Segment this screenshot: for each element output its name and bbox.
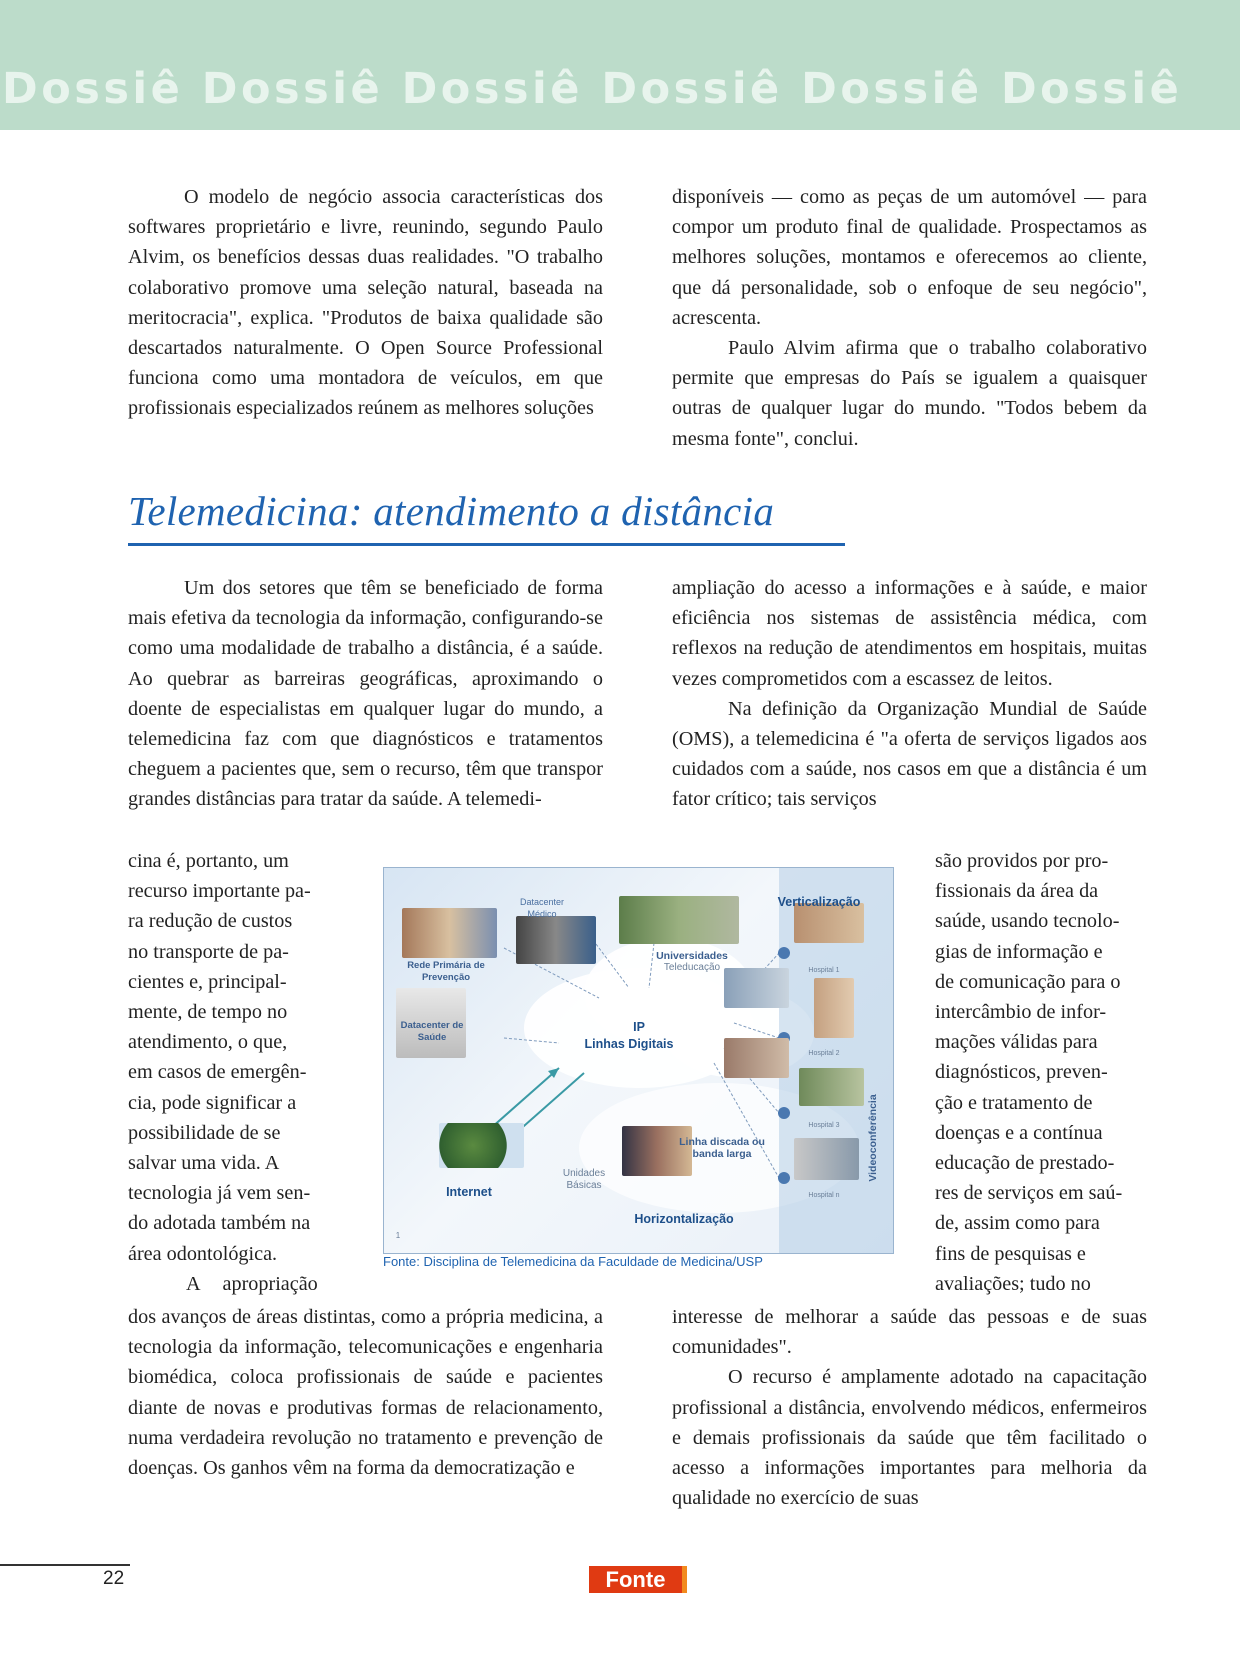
video-photo-thumb bbox=[724, 1038, 789, 1078]
left-column-bottom bbox=[128, 1302, 603, 1483]
text-line: avaliações; tudo no bbox=[935, 1272, 1091, 1295]
rede-primaria-label: Rede Primária de Prevenção bbox=[407, 960, 485, 983]
left-narrow-column bbox=[128, 846, 341, 1299]
paragraph: Paulo Alvim afirma que o trabalho colaborativo permite que empresas do País se igualem a quaisquer outras de qualquer lugar do mundo. "Todos bebem da mesma fonte", conclui. bbox=[672, 337, 1147, 450]
horizontalizacao-label: Horizontalização bbox=[634, 1212, 734, 1226]
text-line: ção e tratamento de bbox=[935, 1091, 1093, 1114]
text-line: res de serviços em saú- bbox=[935, 1182, 1123, 1205]
datacenter-photo-thumb bbox=[516, 916, 596, 964]
text-line: do adotada também na bbox=[128, 1212, 311, 1235]
text-line: cia, pode significar a bbox=[128, 1091, 297, 1114]
paragraph: Um dos setores que têm se beneficiado de forma mais efetiva da tecnologia da informação, configurando-se como uma modalidade de trabalho a distância, é a saúde. Ao quebrar as barreiras geográficas, aproximando o doente de especialistas em qualquer lugar do mundo, a telemedicina faz com que diagnósticos e tratamentos cheguem a pacientes que, sem o recurso, têm que transpor grandes distâncias para tratar da saúde. A telemedi- bbox=[128, 577, 603, 811]
text-line: atendimento, o que, bbox=[128, 1031, 288, 1054]
hospital-2-label: Hospital 2 bbox=[808, 1050, 840, 1057]
paragraph: O modelo de negócio associa características dos softwares proprietário e livre, reunindo, segundo Paulo Alvim, os benefícios dessas duas realidades. "O trabalho colaborativo promove uma seleção natural, baseada na meritocracia", explica. "Produtos de baixa qualidade são descartados naturalmente. O Open Source Professional funciona como uma montadora de veículos, em que profissionais especializados reúnem as melhores soluções bbox=[128, 186, 603, 420]
hospital-photo-thumb bbox=[794, 903, 864, 943]
paragraph: disponíveis — como as peças de um automóvel — para compor um produto final de qualidade. Prospectamos as melhores soluções, montamos e oferecemos ao cliente, que dá personalidade, sob o enfoque de seu negócio", acrescenta. bbox=[672, 186, 1147, 329]
top-left-column bbox=[128, 182, 603, 424]
page-number: 22 bbox=[103, 1568, 125, 1589]
figure-caption: Fonte: Disciplina de Telemedicina da Faculdade de Medicina/USP bbox=[383, 1254, 763, 1269]
internet-label: Internet bbox=[446, 1185, 492, 1199]
footer-rule bbox=[0, 1564, 130, 1566]
videoconferencia-label: Videoconferência bbox=[867, 1094, 879, 1182]
text-line: em casos de emergên- bbox=[128, 1061, 307, 1084]
paragraph: ampliação do acesso a informações e à saúde, e maior eficiência nos sistemas de assistência médica, com reflexos na redução de atendimentos em hospitais, muitas vezes comprometidos com a escassez de leitos. bbox=[672, 577, 1147, 690]
text-line: intercâmbio de infor- bbox=[935, 1001, 1107, 1024]
hospital-photo-thumb bbox=[799, 1068, 864, 1106]
hospital-photo-thumb bbox=[814, 978, 854, 1038]
video-photo-thumb bbox=[724, 968, 789, 1008]
datacenter-medico-label: Datacenter Médico bbox=[519, 897, 565, 919]
hospital-n-label: Hospital n bbox=[808, 1192, 840, 1199]
university-photo-thumb bbox=[619, 896, 739, 944]
teleducacao-label: Teleducação bbox=[663, 962, 721, 973]
paragraph: Na definição da Organização Mundial de Saúde (OMS), a telemedicina é "a oferta de serviços ligados aos cuidados com a saúde, nos casos em que a distância é um fator crítico; tais serviços bbox=[672, 697, 1147, 811]
slide-number: 1 bbox=[395, 1231, 401, 1240]
hospital-photo-thumb bbox=[794, 1138, 859, 1180]
text-line: ra redução de custos bbox=[128, 910, 293, 933]
linhas-digitais-label: Linhas Digitais bbox=[584, 1037, 674, 1051]
linha-discada-label: Linha discada ou banda larga bbox=[679, 1136, 765, 1160]
text-line: doenças e a contínua bbox=[935, 1121, 1103, 1144]
hospital-1-label: Hospital 1 bbox=[808, 967, 840, 974]
text-line: no transporte de pa- bbox=[128, 940, 289, 963]
paragraph: O recurso é amplamente adotado na capacitação profissional a distância, envolvendo médicos, enfermeiros e demais profissionais da saúde que têm facilitado o acesso a informações importantes para melhoria da qualidade no exercício de suas bbox=[672, 1366, 1147, 1510]
verticalizacao-label: Verticalização bbox=[777, 895, 861, 909]
fonte-logo: Fonte bbox=[589, 1566, 687, 1593]
text-line: recurso importante pa- bbox=[128, 880, 311, 903]
paragraph: dos avanços de áreas distintas, como a própria medicina, a tecnologia da informação, telecomunicações e engenharia biomédica, coloca profissionais de saúde e pacientes diante de novas e produtivas formas de relacionamento, numa verdadeira revolução no tratamento e prevenção de doenças. Os ganhos vêm na forma da democratização e bbox=[128, 1306, 603, 1480]
unidades-basicas-label: Unidades Básicas bbox=[562, 1168, 606, 1191]
text-line: educação de prestado- bbox=[935, 1152, 1115, 1175]
top-right-column bbox=[672, 182, 1147, 454]
network-photo-thumb bbox=[402, 908, 497, 958]
text-line: área odontológica. bbox=[128, 1242, 278, 1265]
article-headline: Telemedicina: atendimento a distância bbox=[128, 488, 775, 534]
text-line: gias de informação e bbox=[935, 940, 1103, 963]
text-line: cina é, portanto, um bbox=[128, 850, 289, 872]
right-column-bottom bbox=[672, 1302, 1147, 1513]
text-line: fissionais da área da bbox=[935, 880, 1099, 903]
text-line: diagnósticos, preven- bbox=[935, 1061, 1108, 1084]
universidades-label: Universidades bbox=[656, 950, 728, 962]
text-line: de comunicação para o bbox=[935, 970, 1121, 993]
right-column-top bbox=[672, 573, 1147, 815]
text-line: saúde, usando tecnolo- bbox=[935, 910, 1120, 933]
hospital-3-label: Hospital 3 bbox=[808, 1122, 840, 1129]
text-line: mações válidas para bbox=[935, 1031, 1098, 1054]
text-line: possibilidade de se bbox=[128, 1121, 281, 1144]
text-line: tecnologia já vem sen- bbox=[128, 1182, 311, 1205]
right-narrow-column bbox=[935, 846, 1147, 1299]
text-line: mente, de tempo no bbox=[128, 1001, 288, 1024]
left-column-top bbox=[128, 573, 603, 815]
text-line: fins de pesquisas e bbox=[935, 1242, 1086, 1265]
text-line: cientes e, principal- bbox=[128, 970, 287, 993]
text-line: de, assim como para bbox=[935, 1212, 1100, 1235]
section-banner bbox=[0, 0, 1240, 130]
text-line: são providos por pro- bbox=[935, 850, 1109, 872]
banner-text: Dossiê Dossiê Dossiê Dossiê Dossiê Dossiê bbox=[2, 64, 1183, 114]
paragraph: interesse de melhorar a saúde das pessoas e de suas comunidades". bbox=[672, 1306, 1147, 1359]
telemedicine-diagram bbox=[383, 867, 894, 1254]
datacenter-saude-label: Datacenter de Saúde bbox=[400, 1020, 464, 1043]
text-line: salvar uma vida. A bbox=[128, 1152, 280, 1175]
text-line: A apropriação bbox=[186, 1272, 318, 1295]
globe-icon bbox=[439, 1123, 524, 1168]
headline-rule bbox=[128, 543, 845, 546]
ip-label: IP bbox=[633, 1020, 645, 1034]
